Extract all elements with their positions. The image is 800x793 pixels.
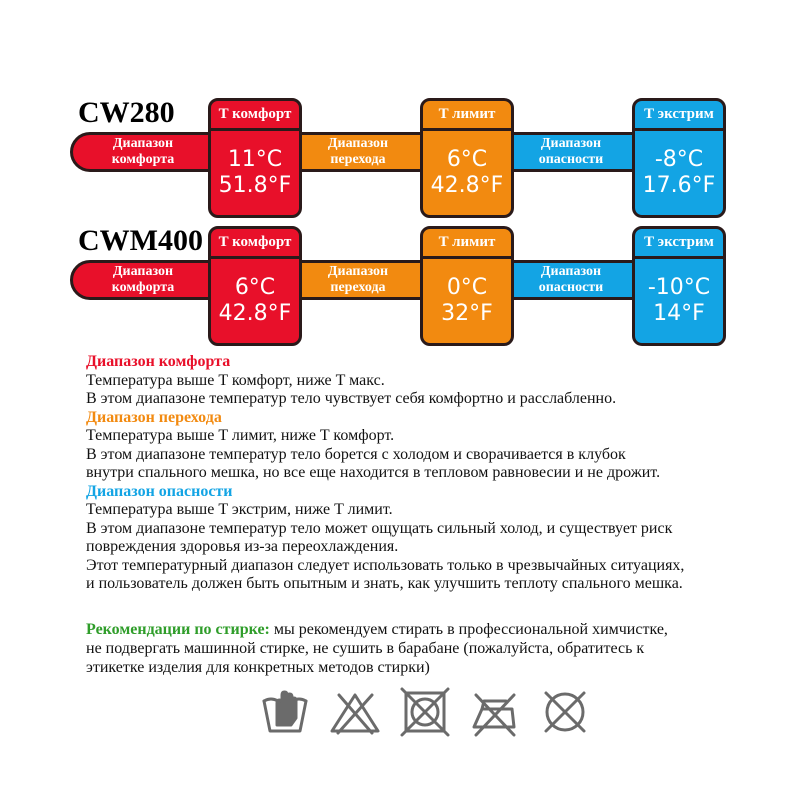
limit-temp-celsius: 6°C [446,147,488,172]
transition-range-label-2: перехода [330,152,386,167]
comfort-range-label-2: комфорта [111,152,175,167]
comfort-range-label-2: комфорта [111,280,175,295]
model-block-cw280 [70,96,730,216]
extreme-temp-box [632,226,726,346]
care-text-1: мы рекомендуем стирать в профессиональной химчистке, [269,621,668,638]
extreme-temp-header: T экстрим [635,229,723,259]
comfort-temp-box [208,98,302,218]
danger-range-label-2: опасности [538,152,604,167]
transition-range-label-1: Диапазон [327,136,389,151]
danger-range-title: Диапазон опасности [86,482,233,500]
danger-range-text-5: и пользователь должен быть опытным и знать, как улучшить теплоту спального мешка. [86,575,683,592]
comfort-temp-header: T комфорт [211,229,299,259]
range-descriptions [86,353,786,594]
transition-range-text-3: внутри спального мешка, но все еще находится в тепловом равновесии и не дрожит. [86,464,661,481]
comfort-range-text-2: В этом диапазоне температур тело чувствует себя комфортно и расслабленно. [86,390,617,407]
hand-wash-icon [258,685,312,739]
danger-range-label-2: опасности [538,280,604,295]
limit-temp-box [420,226,514,346]
transition-range-text-2: В этом диапазоне температур тело борется с холодом и сворачивается в клубок [86,445,626,463]
extreme-temp-celsius: -8°C [654,147,704,172]
no-bleach-icon [328,685,382,739]
comfort-temp-celsius: 6°C [234,275,276,300]
no-dry-clean-icon [538,685,592,739]
extreme-temp-header: T экстрим [635,101,723,131]
extreme-temp-fahrenheit: 14°F [653,301,705,326]
limit-temp-box [420,98,514,218]
transition-range-segment [289,135,427,169]
danger-range-segment [501,135,641,169]
transition-range-label-1: Диапазон [327,264,389,279]
comfort-range-segment [73,135,213,169]
comfort-temp-celsius: 11°C [227,147,283,172]
extreme-temp-fahrenheit: 17.6°F [642,173,716,198]
model-block-cwm400 [70,224,730,344]
limit-temp-header: T лимит [423,229,511,259]
no-tumble-dry-icon [398,685,452,739]
transition-range-title: Диапазон перехода [86,408,222,426]
extreme-temp-box [632,98,726,218]
care-text-3: этикетке изделия для конкретных методов стирки) [86,659,430,676]
model-title: CW280 [78,96,175,129]
care-instructions [86,620,766,677]
limit-temp-header: T лимит [423,101,511,131]
comfort-range-text-1: Температура выше T комфорт, ниже T макс. [86,371,385,389]
comfort-temp-fahrenheit: 42.8°F [218,301,292,326]
transition-range-text-1: Температура выше T лимит, ниже T комфорт. [86,427,395,444]
care-icons [258,684,592,740]
limit-temp-fahrenheit: 42.8°F [430,173,504,198]
comfort-temp-box [208,226,302,346]
danger-range-label-1: Диапазон [540,264,602,279]
comfort-temp-header: T комфорт [211,101,299,131]
comfort-range-title: Диапазон комфорта [86,353,231,370]
danger-range-text-2: В этом диапазоне температур тело может ощущать сильный холод, и существует риск [86,519,673,537]
comfort-range-label-1: Диапазон [112,136,174,151]
temperature-band [70,260,726,300]
transition-range-segment [289,263,427,297]
danger-range-segment [501,263,641,297]
danger-range-text-1: Температура выше T экстрим, ниже T лимит. [86,501,393,518]
limit-temp-celsius: 0°C [446,275,488,300]
transition-range-label-2: перехода [330,280,386,295]
danger-range-label-1: Диапазон [540,136,602,151]
extreme-temp-celsius: -10°C [647,275,711,300]
danger-range-text-3: повреждения здоровья из-за переохлаждения. [86,538,399,555]
care-title: Рекомендации по стирке: [86,621,270,638]
comfort-temp-fahrenheit: 51.8°F [218,173,292,198]
danger-range-text-4: Этот температурный диапазон следует использовать только в чрезвычайных ситуациях, [86,556,685,574]
limit-temp-fahrenheit: 32°F [441,301,493,326]
temperature-band [70,132,726,172]
model-title: CWM400 [78,224,203,257]
no-iron-icon [468,685,522,739]
comfort-range-label-1: Диапазон [112,264,174,279]
comfort-range-segment [73,263,213,297]
care-text-2: не подвергать машинной стирке, не сушить в барабане (пожалуйста, обратитесь к [86,640,645,657]
